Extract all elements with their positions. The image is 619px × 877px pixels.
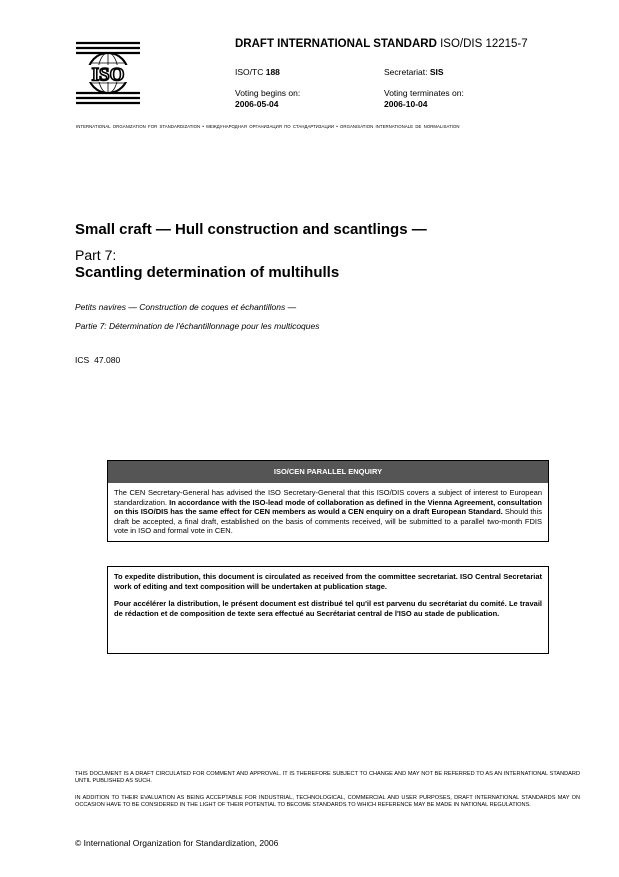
distribution-notice-fr: Pour accélérer la distribution, le présent document est distribué tel qu'il est parvenu du secrétariat du comité. Le travail de rédaction et de composition de texte sera effectué au Secrétariat central de l'ISO au stade de publication. — [114, 599, 542, 618]
enquiry-text — [108, 483, 548, 541]
french-title: Petits navires — Construction de coques et échantillons — — [75, 302, 297, 312]
technical-committee — [235, 67, 280, 77]
voting-terminates-label: Voting terminates on: — [384, 88, 464, 98]
ics-code — [75, 355, 120, 365]
regulation-disclaimer: IN ADDITION TO THEIR EVALUATION AS BEING ACCEPTABLE FOR INDUSTRIAL, TECHNOLOGICAL, COMMERCIAL AND USER PURPOSES, DRAFT INTERNATIONAL STANDARDS MAY ON OCCASION HAVE TO BE CONSIDERED IN THE LIGHT OF THEIR POTENTIAL TO BECOME STANDARDS TO WHICH REFERENCE MAY BE MADE IN NATIONAL REGULATIONS. — [75, 795, 580, 809]
ics-label: ICS — [75, 355, 90, 365]
part-title: Scantling determination of multihulls — [75, 264, 340, 281]
draft-disclaimer: THIS DOCUMENT IS A DRAFT CIRCULATED FOR COMMENT AND APPROVAL. IT IS THEREFORE SUBJECT TO CHANGE AND MAY NOT BE REFERRED TO AS AN INTERNATIONAL STANDARD UNTIL PUBLISHED AS SUCH. — [75, 771, 580, 785]
iso-logo — [76, 41, 140, 105]
logo-text: ISO — [91, 64, 125, 86]
tc-label: ISO/TC — [235, 67, 264, 77]
voting-begins-label: Voting begins on: — [235, 88, 301, 98]
french-part-title: Partie 7: Détermination de l'échantillonnage pour les multicoques — [75, 321, 320, 331]
main-title: Small craft — Hull construction and scantlings — — [75, 221, 427, 238]
part-label: Part 7: — [75, 247, 117, 263]
distribution-notice-box — [107, 566, 549, 654]
doc-type: DRAFT INTERNATIONAL STANDARD — [235, 38, 437, 50]
doc-number: ISO/DIS 12215-7 — [440, 38, 528, 50]
enquiry-text-bold: In accordance with the ISO-lead mode of collaboration as defined in the Vienna Agreement, consultation on this ISO/DIS has the same effect for CEN members as would a CEN enquiry on a draft European Standard. — [114, 497, 542, 517]
secretariat-value: SIS — [429, 67, 444, 77]
document-type-line — [235, 38, 528, 50]
tc-number: 188 — [265, 67, 280, 77]
parallel-enquiry-box — [107, 460, 549, 542]
secretariat-label: Secretariat: — [384, 67, 428, 77]
distribution-notice-en: To expedite distribution, this document is circulated as received from the committee secretariat. ISO Central Secretariat work of editing and text composition will be undertaken at publication stage. — [114, 572, 542, 591]
organization-line: INTERNATIONAL ORGANIZATION FOR STANDARDIZATION • МЕЖДУНАРОДНАЯ ОРГАНИЗАЦИЯ ПО СТАНДАРТИЗАЦИИ • ORGANISATION INTERNATIONALE DE NORMALISATION — [76, 124, 460, 129]
voting-terminates-date: 2006-10-04 — [384, 99, 428, 109]
secretariat — [384, 67, 444, 77]
ics-value: 47.080 — [94, 355, 121, 365]
enquiry-heading: ISO/CEN PARALLEL ENQUIRY — [108, 461, 548, 483]
enquiry-text-1: The CEN Secretary-General has advised the ISO Secretary-General that this ISO/DIS covers a subject of interest to European standardization. — [114, 488, 542, 507]
enquiry-text-2: Should this draft be accepted, a final draft, established on the basis of comments received, will be submitted to a parallel two-month FDIS vote in ISO and formal vote in CEN. — [114, 507, 542, 536]
voting-begins-date: 2006-05-04 — [235, 99, 279, 109]
copyright: © International Organization for Standardization, 2006 — [75, 838, 279, 848]
